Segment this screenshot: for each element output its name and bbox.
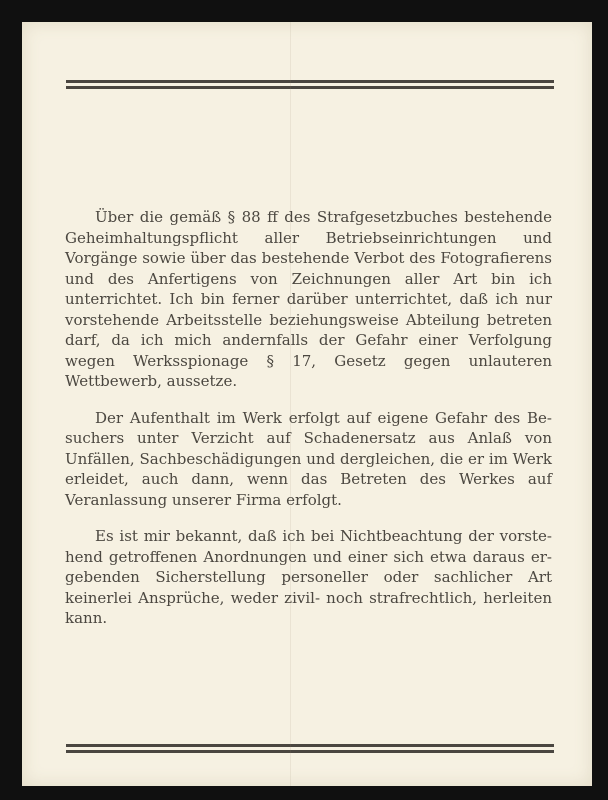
bottom-double-rule: [66, 744, 554, 753]
paragraph-claims-waiver: Es ist mir bekannt, daß ich bei Nichtbeachtung der vorstehend getroffenen Anordnungen und einer sich etwa daraus ergebenden Sicherstellung personeller oder sachlicher Art keinerlei Ansprüche, weder zivil- noch strafrechtlich, herleiten kann.: [65, 527, 552, 627]
paper-sheet: [22, 22, 592, 786]
paragraph-liability: Der Aufenthalt im Werk erfolgt auf eigene Gefahr des Besuchers unter Verzicht auf Schadenersatz aus Anlaß von Unfällen, Sachbeschädigungen und dergleichen, die er im Werk erleidet, auch dann, wenn das Betreten des Werkes auf Veranlassung unserer Firma erfolgt.: [65, 408, 552, 509]
bottom-rule-line-lower: [66, 750, 554, 753]
top-rule-line-lower: [66, 86, 554, 89]
document-body: [65, 207, 552, 629]
paragraph-confidentiality: Über die gemäß § 88 ff des Strafgesetzbuches bestehende Geheimhaltungspflicht aller Betriebseinrichtungen und Vorgänge sowie über das bestehende Verbot des Fotografierens und des Anfertigens von Zeichnungen aller Art bin ich unterrichtet. Ich bin ferner darüber unterrichtet, daß ich nur vorstehende Arbeitsstelle beziehungsweise Abteilung betreten darf, da ich mich andernfalls der Gefahr einer Verfolgung wegen Werksspionage § 17, Gesetz gegen unlauteren Wettbewerb, aussetze.: [65, 208, 552, 390]
top-double-rule: [66, 80, 554, 89]
